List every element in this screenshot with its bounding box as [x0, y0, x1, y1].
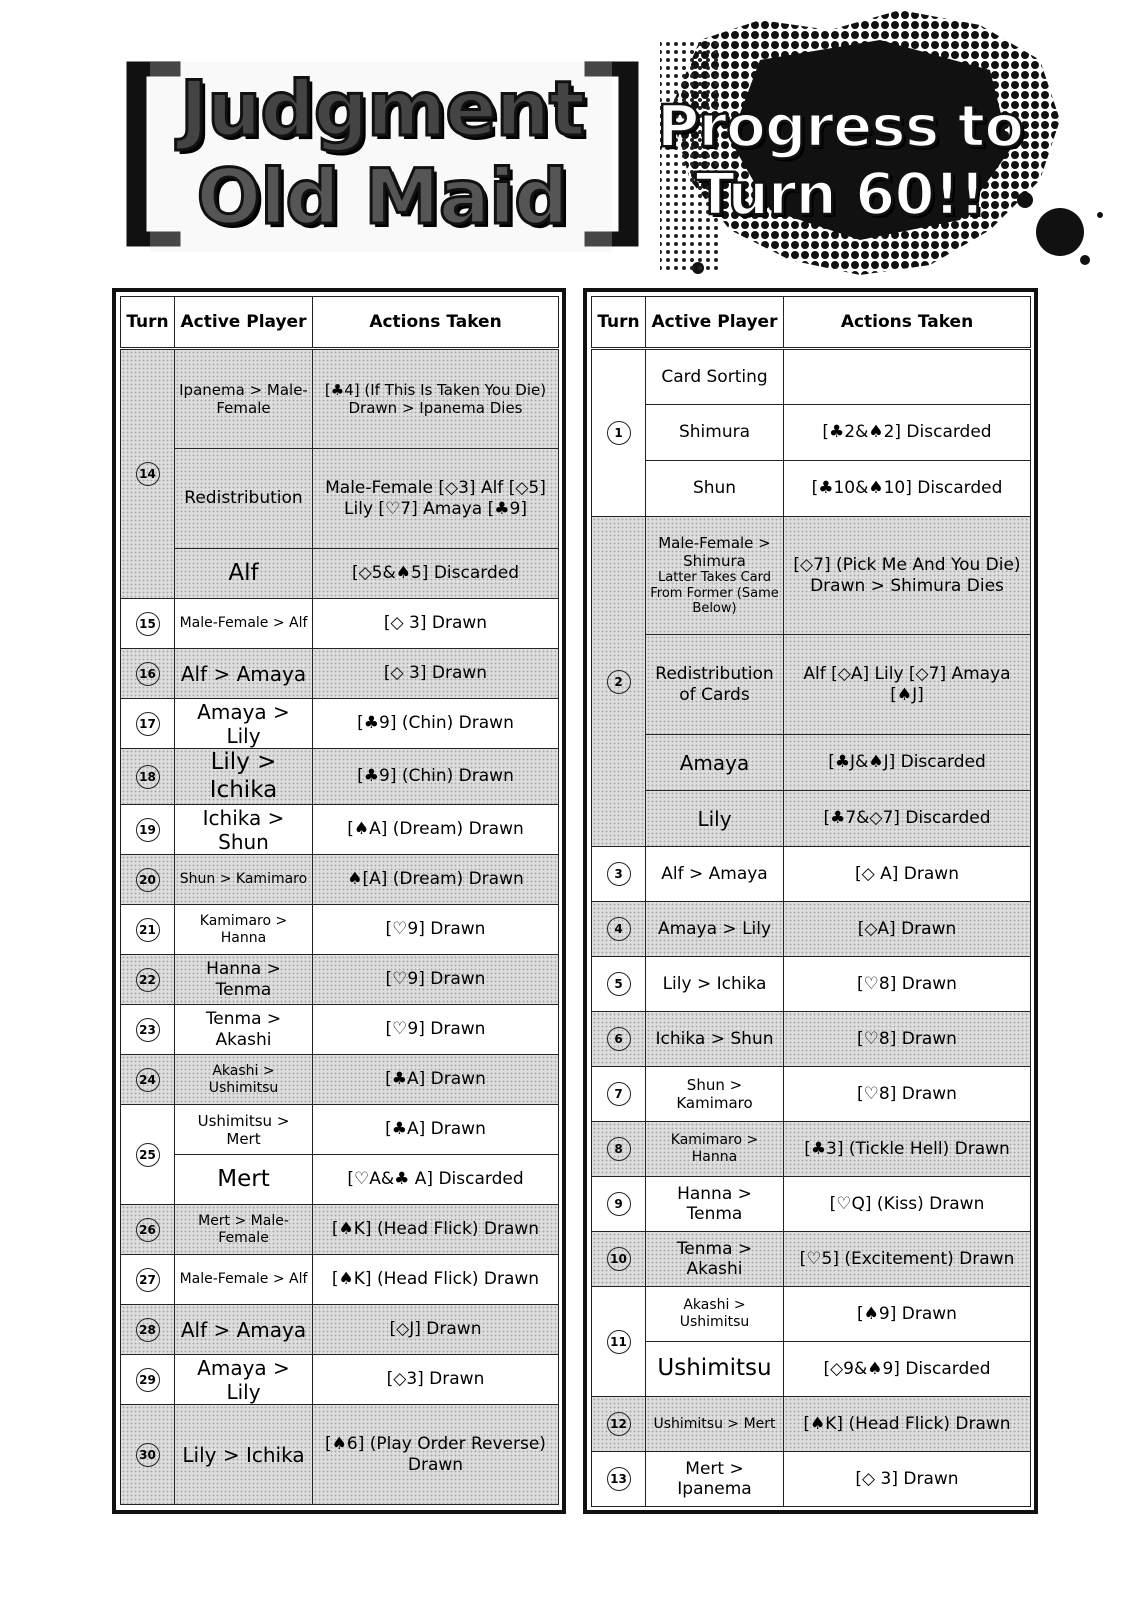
table-header-row	[592, 297, 1031, 349]
player-cell: Mert	[175, 1155, 313, 1205]
turn-cell: 20	[121, 855, 175, 905]
turn-cell: 15	[121, 599, 175, 649]
turn-cell: 7	[592, 1067, 646, 1122]
player-cell: Ichika > Shun	[175, 805, 313, 855]
turn-cell: 17	[121, 699, 175, 749]
player-cell: Ushimitsu > Mert	[646, 1397, 784, 1452]
player-cell: Shun > Kamimaro	[175, 855, 313, 905]
action-cell: [♣2&♠2] Discarded	[784, 405, 1031, 461]
subtitle-line-2: Turn 60!!	[695, 160, 985, 228]
turn-cell: 30	[121, 1405, 175, 1505]
action-cell: [♠6] (Play Order Reverse) Drawn	[313, 1405, 559, 1505]
table-row	[592, 1452, 1031, 1507]
player-cell: Male-Female > Alf	[175, 599, 313, 649]
action-cell: [◇9&♠9] Discarded	[784, 1342, 1031, 1397]
player-cell: Tenma > Akashi	[646, 1232, 784, 1287]
action-cell: [♡8] Drawn	[784, 1012, 1031, 1067]
player-cell: Kamimaro > Hanna	[646, 1122, 784, 1177]
table-row	[121, 1055, 559, 1105]
table-row	[121, 449, 559, 549]
table-row	[121, 699, 559, 749]
left-turn-table	[120, 296, 559, 1505]
action-cell	[784, 349, 1031, 405]
table-row	[592, 1122, 1031, 1177]
action-cell: [♣4] (If This Is Taken You Die) Drawn > Ipanema Dies	[313, 349, 559, 449]
turn-cell: 12	[592, 1397, 646, 1452]
title-line-2: Old Maid	[196, 152, 568, 241]
turn-cell: 4	[592, 902, 646, 957]
action-cell: [♠K] (Head Flick) Drawn	[313, 1255, 559, 1305]
action-cell: [◇5&♠5] Discarded	[313, 549, 559, 599]
player-cell: Lily > Ichika	[175, 749, 313, 805]
table-row	[121, 805, 559, 855]
action-cell: Male-Female [◇3] Alf [◇5] Lily [♡7] Amaya [♣9]	[313, 449, 559, 549]
player-cell: Alf > Amaya	[646, 847, 784, 902]
right-turn-table	[591, 296, 1031, 1507]
action-cell: [◇J] Drawn	[313, 1305, 559, 1355]
turn-cell: 1	[592, 349, 646, 517]
action-cell: [◇A] Drawn	[784, 902, 1031, 957]
player-cell: Shimura	[646, 405, 784, 461]
table-row	[121, 855, 559, 905]
player-cell: Hanna > Tenma	[175, 955, 313, 1005]
action-cell: [♡8] Drawn	[784, 957, 1031, 1012]
player-cell: Lily > Ichika	[175, 1405, 313, 1505]
player-cell: Kamimaro > Hanna	[175, 905, 313, 955]
action-cell: [♠9] Drawn	[784, 1287, 1031, 1342]
table-row	[121, 649, 559, 699]
action-cell: [♡9] Drawn	[313, 955, 559, 1005]
table-row	[121, 749, 559, 805]
turn-cell: 14	[121, 349, 175, 599]
action-cell: [◇3] Drawn	[313, 1355, 559, 1405]
table-row	[592, 1067, 1031, 1122]
action-cell: [◇7] (Pick Me And You Die) Drawn > Shimura Dies	[784, 517, 1031, 635]
header-turn: Turn	[592, 297, 646, 349]
turn-cell: 13	[592, 1452, 646, 1507]
table-row	[121, 1105, 559, 1155]
turn-cell: 5	[592, 957, 646, 1012]
action-cell: [♡5] (Excitement) Drawn	[784, 1232, 1031, 1287]
player-cell: Redistribution of Cards	[646, 635, 784, 735]
table-row	[592, 1342, 1031, 1397]
action-cell: [◇ 3] Drawn	[313, 599, 559, 649]
table-row	[592, 1012, 1031, 1067]
turn-cell: 18	[121, 749, 175, 805]
player-cell: Amaya	[646, 735, 784, 791]
action-cell: ♠[A] (Dream) Drawn	[313, 855, 559, 905]
table-row	[592, 1177, 1031, 1232]
action-cell: [♣7&◇7] Discarded	[784, 791, 1031, 847]
action-cell: [◇ 3] Drawn	[313, 649, 559, 699]
action-cell: [♡9] Drawn	[313, 905, 559, 955]
turn-cell: 10	[592, 1232, 646, 1287]
turn-cell: 28	[121, 1305, 175, 1355]
table-row	[121, 599, 559, 649]
table-row	[121, 1305, 559, 1355]
turn-cell: 6	[592, 1012, 646, 1067]
turn-cell: 16	[121, 649, 175, 699]
table-row	[121, 1255, 559, 1305]
action-cell: Alf [◇A] Lily [◇7] Amaya [♠J]	[784, 635, 1031, 735]
table-row	[121, 549, 559, 599]
turn-cell: 26	[121, 1205, 175, 1255]
turn-cell: 3	[592, 847, 646, 902]
turn-cell: 24	[121, 1055, 175, 1105]
player-cell: Card Sorting	[646, 349, 784, 405]
table-row	[592, 1287, 1031, 1342]
action-cell: [♣J&♠J] Discarded	[784, 735, 1031, 791]
action-cell: [♣A] Drawn	[313, 1055, 559, 1105]
action-cell: [♣3] (Tickle Hell) Drawn	[784, 1122, 1031, 1177]
table-row	[121, 1405, 559, 1505]
table-row	[121, 1205, 559, 1255]
player-cell: Shun	[646, 461, 784, 517]
turn-cell: 2	[592, 517, 646, 847]
action-cell: [♣9] (Chin) Drawn	[313, 699, 559, 749]
turn-cell: 21	[121, 905, 175, 955]
action-cell: [♡9] Drawn	[313, 1005, 559, 1055]
action-cell: [♡8] Drawn	[784, 1067, 1031, 1122]
action-cell: [♣9] (Chin) Drawn	[313, 749, 559, 805]
subtitle-line-1: Progress to	[656, 92, 1024, 160]
player-cell: Lily	[646, 791, 784, 847]
table-row	[592, 517, 1031, 635]
table-row	[121, 905, 559, 955]
turn-cell: 23	[121, 1005, 175, 1055]
action-cell: [♣10&♠10] Discarded	[784, 461, 1031, 517]
player-cell: Shun > Kamimaro	[646, 1067, 784, 1122]
action-cell: [♠K] (Head Flick) Drawn	[313, 1205, 559, 1255]
table-row	[592, 461, 1031, 517]
action-cell: [♡A&♣ A] Discarded	[313, 1155, 559, 1205]
header-actions-taken: Actions Taken	[313, 297, 559, 349]
table-header-row	[121, 297, 559, 349]
player-cell: Mert > Male-Female	[175, 1205, 313, 1255]
player-cell: Amaya > Lily	[175, 699, 313, 749]
player-cell: Amaya > Lily	[646, 902, 784, 957]
player-note: Latter Takes Card From Former (Same Below)	[650, 570, 779, 617]
player-cell: Lily > Ichika	[646, 957, 784, 1012]
turn-cell: 8	[592, 1122, 646, 1177]
turn-cell: 29	[121, 1355, 175, 1405]
table-row	[121, 1155, 559, 1205]
action-cell: [♡Q] (Kiss) Drawn	[784, 1177, 1031, 1232]
turn-cell: 11	[592, 1287, 646, 1397]
table-row	[592, 1232, 1031, 1287]
player-cell: Ichika > Shun	[646, 1012, 784, 1067]
player-cell: Tenma > Akashi	[175, 1005, 313, 1055]
table-row	[592, 635, 1031, 735]
player-cell: Akashi > Ushimitsu	[175, 1055, 313, 1105]
header-active-player: Active Player	[175, 297, 313, 349]
table-row	[121, 349, 559, 449]
player-cell: Akashi > Ushimitsu	[646, 1287, 784, 1342]
title-line-1: Judgment	[179, 64, 585, 153]
turn-cell: 25	[121, 1105, 175, 1205]
table-row	[592, 847, 1031, 902]
player-cell: Ipanema > Male-Female	[175, 349, 313, 449]
table-row	[121, 1005, 559, 1055]
player-cell: Amaya > Lily	[175, 1355, 313, 1405]
player-cell: Ushimitsu > Mert	[175, 1105, 313, 1155]
player-cell: Mert > Ipanema	[646, 1452, 784, 1507]
action-cell: [◇ 3] Drawn	[784, 1452, 1031, 1507]
player-cell: Redistribution	[175, 449, 313, 549]
player-name: Male-Female > Shimura	[658, 534, 771, 571]
action-cell: [♣A] Drawn	[313, 1105, 559, 1155]
player-cell: Hanna > Tenma	[646, 1177, 784, 1232]
player-cell	[646, 517, 784, 635]
table-row	[592, 735, 1031, 791]
turn-cell: 27	[121, 1255, 175, 1305]
turn-cell: 9	[592, 1177, 646, 1232]
table-row	[592, 1397, 1031, 1452]
table-row	[121, 955, 559, 1005]
action-cell: [♠A] (Dream) Drawn	[313, 805, 559, 855]
table-row	[121, 1355, 559, 1405]
header-actions-taken: Actions Taken	[784, 297, 1031, 349]
table-row	[592, 957, 1031, 1012]
action-cell: [♠K] (Head Flick) Drawn	[784, 1397, 1031, 1452]
player-cell: Alf	[175, 549, 313, 599]
table-row	[592, 349, 1031, 405]
table-row	[592, 791, 1031, 847]
player-cell: Ushimitsu	[646, 1342, 784, 1397]
title-area	[0, 0, 1128, 290]
player-cell: Alf > Amaya	[175, 1305, 313, 1355]
header-turn: Turn	[121, 297, 175, 349]
player-cell: Alf > Amaya	[175, 649, 313, 699]
left-table-panel	[112, 288, 566, 1514]
turn-cell: 22	[121, 955, 175, 1005]
player-cell: Male-Female > Alf	[175, 1255, 313, 1305]
turn-cell: 19	[121, 805, 175, 855]
table-row	[592, 902, 1031, 957]
header-active-player: Active Player	[646, 297, 784, 349]
action-cell: [◇ A] Drawn	[784, 847, 1031, 902]
right-table-panel	[583, 288, 1038, 1514]
table-row	[592, 405, 1031, 461]
